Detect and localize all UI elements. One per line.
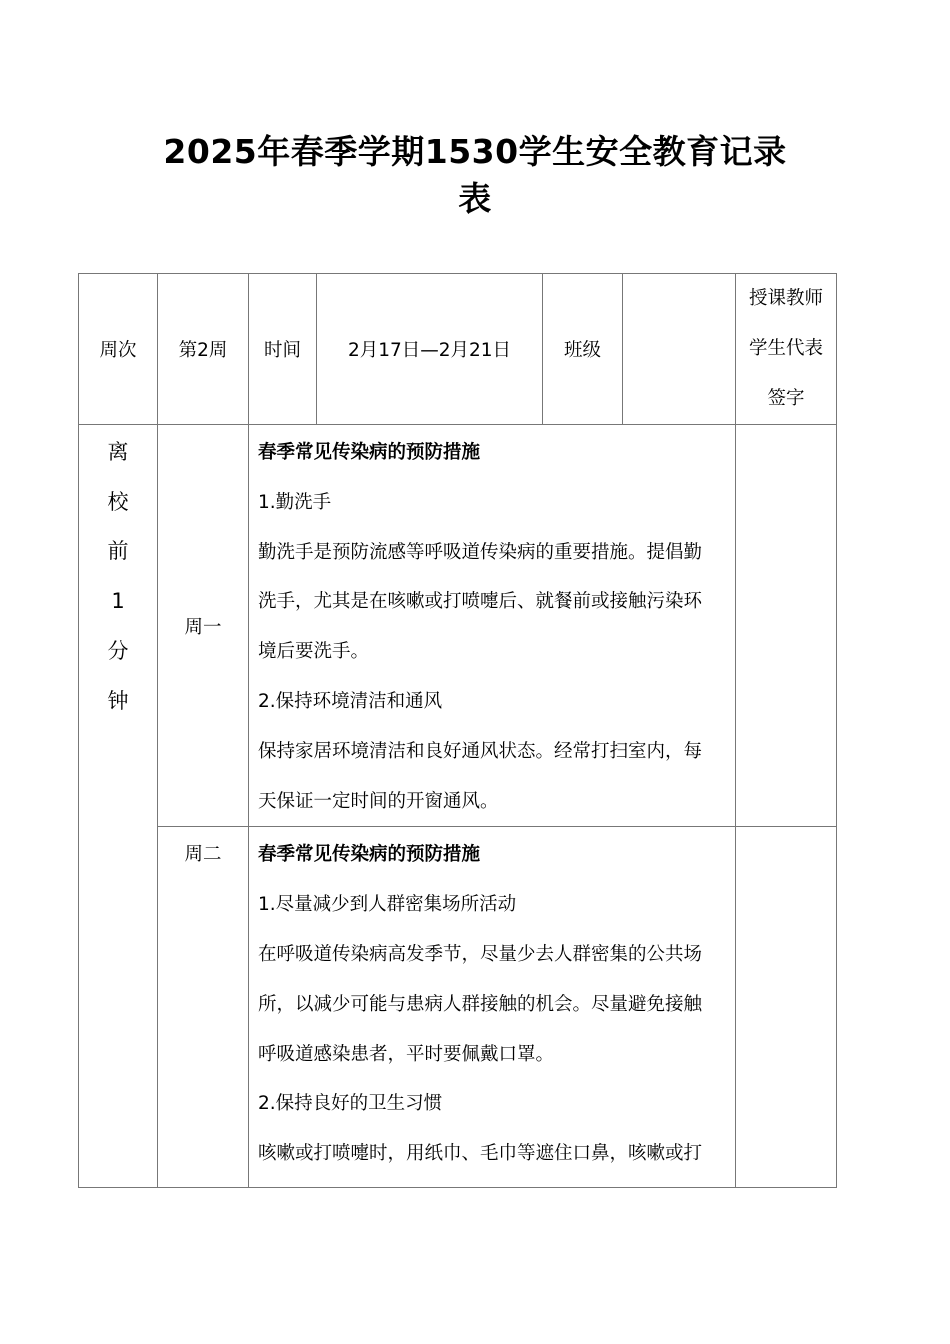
- sign-line-sign: 签字: [767, 388, 805, 409]
- class-label: 班级: [543, 274, 623, 425]
- title-line-2: 表: [458, 179, 492, 218]
- document-title: [0, 128, 950, 222]
- table-row: [79, 425, 837, 827]
- table-row: [79, 827, 837, 1188]
- signature-header: [736, 274, 837, 425]
- record-table: [78, 273, 837, 1188]
- week-value: 第2周: [158, 274, 249, 425]
- day-label: 周一: [158, 425, 249, 827]
- signature-cell: [736, 425, 837, 827]
- sign-line-teacher: 授课教师: [748, 288, 823, 309]
- week-label: 周次: [79, 274, 158, 425]
- section-label: 离 校 前 1 分 钟: [79, 425, 158, 1188]
- time-label: 时间: [249, 274, 317, 425]
- time-value: 2月17日—2月21日: [317, 274, 543, 425]
- header-row: [79, 274, 837, 425]
- lesson-content: 春季常见传染病的预防措施 1.尽量减少到人群密集场所活动 在呼吸道传染病高发季节，尽量少去人群密集的公共场 所，以减少可能与患病人群接触的机会。尽量避免接触 呼吸道感染患者，平时要佩戴口罩。 2.保持良好的卫生习惯 咳嗽或打喷嚏时，用纸巾、毛巾等遮住口鼻，咳嗽或打: [249, 827, 736, 1188]
- class-value: [623, 274, 736, 425]
- signature-cell: [736, 827, 837, 1188]
- day-label: 周二: [158, 827, 249, 1188]
- sign-line-student: 学生代表: [748, 338, 823, 359]
- lesson-content: 春季常见传染病的预防措施 1.勤洗手 勤洗手是预防流感等呼吸道传染病的重要措施。提倡勤 洗手，尤其是在咳嗽或打喷嚏后、就餐前或接触污染环 境后要洗手。 2.保持环境清洁和通风 保持家居环境清洁和良好通风状态。经常打扫室内，每 天保证一定时间的开窗通风。: [249, 425, 736, 827]
- title-line-1: 2025年春季学期1530学生安全教育记录: [163, 132, 787, 171]
